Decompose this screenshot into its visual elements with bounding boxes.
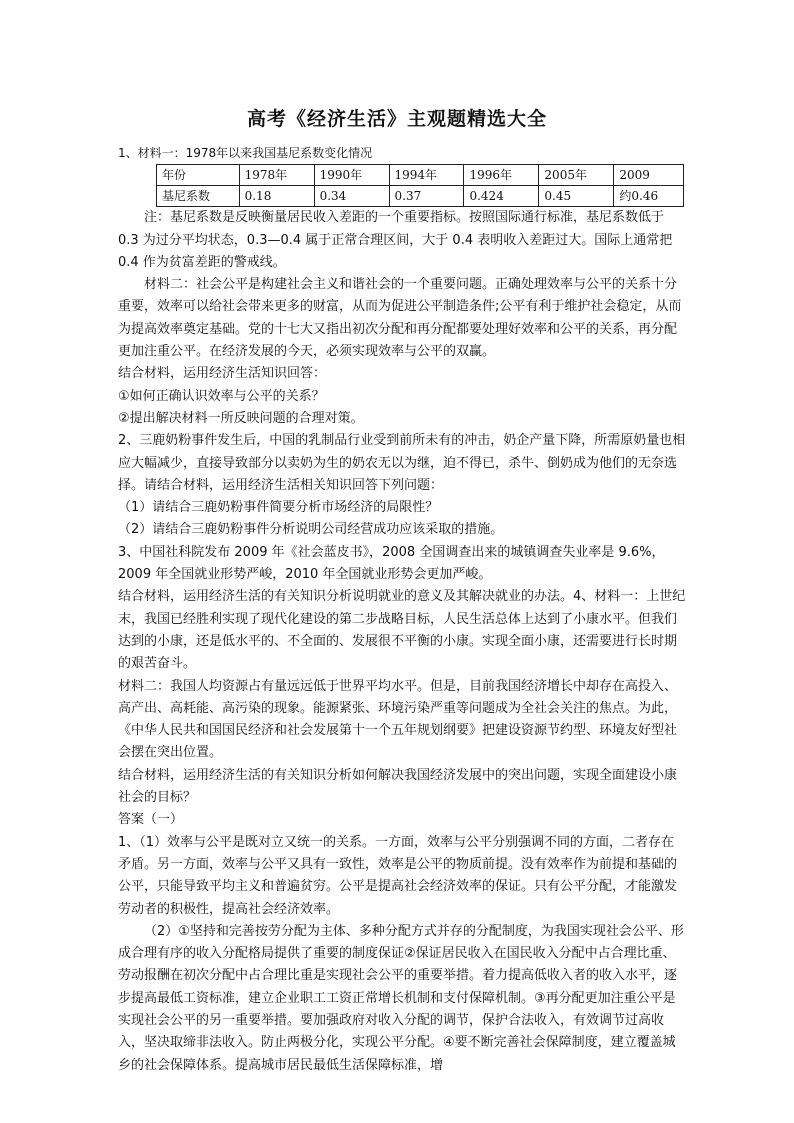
table-cell: 年份	[157, 165, 240, 186]
table-cell: 1996年	[464, 165, 539, 186]
table-cell: 1978年	[239, 165, 314, 186]
table-header-row	[157, 165, 684, 186]
gini-table	[156, 164, 684, 207]
question-4-material-two: 材料二：我国人均资源占有量远远低于世界平均水平。但是，目前我国经济增长中却存在高投入、高产出、高耗能、高污染的现象。能源紧张、环境污染严重等问题成为全社会关注的焦点。为此，《中华人民共和国国民经济和社会发展第十一个五年规划纲要》把建设资源节约型、环境友好型社会摆在突出位置。	[118, 678, 678, 761]
table-cell: 基尼系数	[157, 186, 240, 207]
table-cell: 2009	[614, 165, 684, 186]
table-cell: 2005年	[539, 165, 614, 186]
material-two: 材料二：社会公平是构建社会主义和谐社会的一个重要问题。正确处理效率与公平的关系十分重要，效率可以给社会带来更多的财富，从而为促进公平制造条件;公平有利于维护社会稳定，从而为提高效率奠定基础。党的十七大又指出初次分配和再分配都要处理好效率和公平的关系，再分配更加注重公平。在经济发展的今天，必须实现效率与公平的双赢。	[118, 277, 682, 360]
question-1-prompt: 结合材料，运用经济生活知识回答：	[118, 366, 327, 382]
question-2-part-2: （2）请结合三鹿奶粉事件分析说明公司经营成功应该采取的措施。	[118, 522, 504, 538]
table-cell: 0.37	[389, 186, 464, 207]
table-cell: 1990年	[314, 165, 389, 186]
table-cell: 0.45	[539, 186, 614, 207]
question-1-intro: 1、材料一：1978年以来我国基尼系数变化情况	[118, 146, 373, 160]
question-3-prompt-and-question-4: 结合材料，运用经济生活的有关知识分析说明就业的意义及其解决就业的办法。4、材料一：上世纪末，我国已经胜利实现了现代化建设的第二步战略目标，人民生活总体上达到了小康水平。但我们达到的小康，还是低水平的、不全面的、发展很不平衡的小康。实现全面小康，还需要进行长时期的艰苦奋斗。	[118, 589, 686, 672]
page-title: 高考《经济生活》主观题精选大全	[246, 108, 547, 130]
table-row	[157, 186, 684, 207]
question-2-part-1: （1）请结合三鹿奶粉事件简要分析市场经济的局限性？	[118, 500, 439, 516]
question-2: 2、三鹿奶粉事件发生后，中国的乳制品行业受到前所未有的冲击，奶企产量下降，所需原奶量也相应大幅减少，直接导致部分以卖奶为生的奶农无以为继，迫不得已，杀牛、倒奶成为他们的无奈选择。请结合材料，运用经济生活相关知识回答下列问题：	[118, 433, 686, 493]
question-4-prompt: 结合材料，运用经济生活的有关知识分析如何解决我国经济发展中的突出问题，实现全面建设小康社会的目标？	[118, 767, 678, 806]
table-cell: 0.18	[239, 186, 314, 207]
document-body	[118, 142, 686, 1077]
question-3: 3、中国社科院发布 2009 年《社会蓝皮书》，2008 全国调查出来的城镇调查失业率是 9.6%，2009 年全国就业形势严峻，2010 年全国就业形势会更加严峻。	[118, 544, 665, 583]
answer-1-part-2: （2）①坚持和完善按劳分配为主体、多种分配方式并存的分配制度，为我国实现社会公平、形成合理有序的收入分配格局提供了重要的制度保证②保证居民收入在国民收入分配中占合理比重、劳动报酬在初次分配中占合理比重是实现社会公平的重要举措。着力提高低收入者的收入水平，逐步提高最低工资标准，建立企业职工工资正常增长机制和支付保障机制。③再分配更加注重公平是实现社会公平的另一重要举措。要加强政府对收入分配的调节，保护合法收入，有效调节过高收入，坚决取缔非法收入。防止两极分化，实现公平分配。④要不断完善社会保障制度，建立覆盖城乡的社会保障体系。提高城市居民最低生活保障标准，增	[118, 923, 684, 1073]
answer-1-part-1: 1、（1）效率与公平是既对立又统一的关系。一方面，效率与公平分别强调不同的方面，二者存在矛盾。另一方面，效率与公平又具有一致性，效率是公平的物质前提。没有效率作为前提和基础的公平，只能导致平均主义和普遍贫穷。公平是提高社会经济效率的保证。只有公平分配，才能激发劳动者的积极性，提高社会经济效率。	[118, 834, 678, 917]
answer-heading: 答案（一）	[118, 812, 184, 828]
question-1-part-a: ①如何正确认识效率与公平的关系？	[118, 388, 325, 404]
question-1-part-b: ②提出解决材料一所反映问题的合理对策。	[118, 410, 364, 426]
table-cell: 约0.46	[614, 186, 684, 207]
table-cell: 0.424	[464, 186, 539, 207]
table-cell: 0.34	[314, 186, 389, 207]
table-cell: 1994年	[389, 165, 464, 186]
gini-note: 注：基尼系数是反映衡量居民收入差距的一个重要指标。按照国际通行标准，基尼系数低于 0.3 为过分平均状态，0.3—0.4 属于正常合理区间，大于 0.4 表明收入差距过大。国际上通常把 0.4 作为贫富差距的警戒线。	[118, 210, 673, 270]
